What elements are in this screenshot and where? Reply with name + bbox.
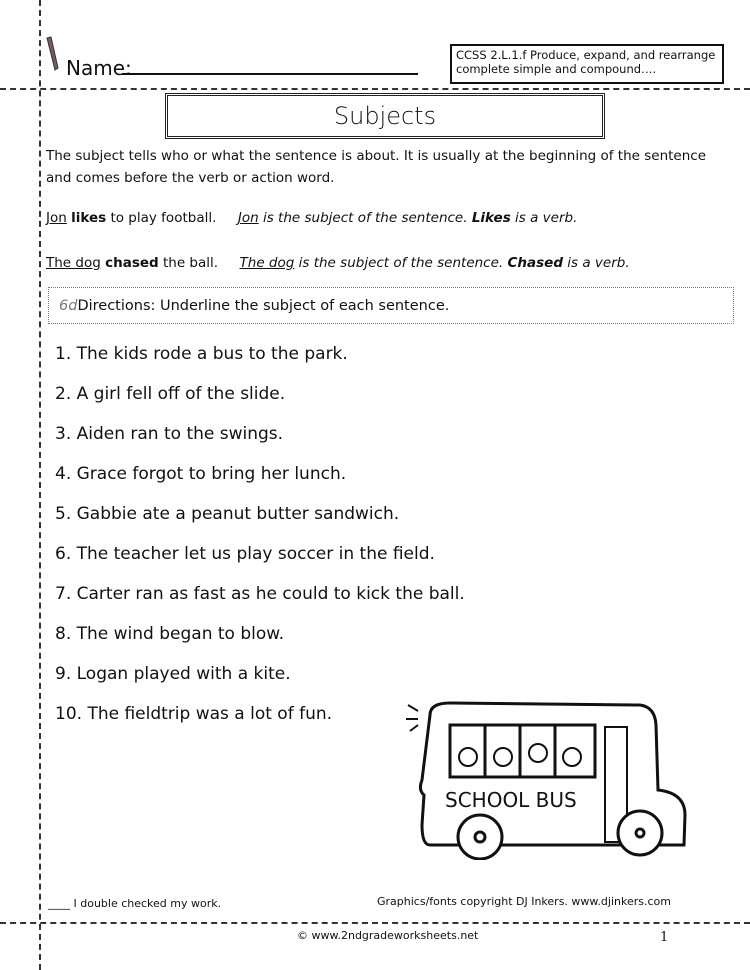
sentence-item: 8. The wind began to blow. [55, 624, 285, 644]
sentence-item: 7. Carter ran as fast as he could to kick the ball. [55, 584, 465, 604]
page-title: Subjects [165, 93, 605, 139]
school-bus-illustration [400, 695, 695, 860]
directions-box [48, 287, 734, 324]
sentence-item: 3. Aiden ran to the swings. [55, 424, 284, 444]
example-subject: The dog [46, 255, 101, 271]
name-field[interactable] [122, 73, 418, 75]
explanation-verb: Likes [471, 210, 511, 226]
sentence-item: 2. A girl fell off of the slide. [55, 384, 286, 404]
example-rest: the ball. [158, 255, 219, 271]
example-verb: chased [105, 255, 159, 271]
example-2 [46, 255, 630, 271]
double-check-line: ____ I double checked my work. [48, 897, 222, 910]
sentence-item: 4. Grace forgot to bring her lunch. [55, 464, 347, 484]
example-rest: to play football. [106, 210, 217, 226]
explanation-text: is the subject of the sentence. [258, 210, 472, 226]
example-verb: likes [71, 210, 107, 226]
explanation-subject: The dog [239, 255, 295, 271]
cut-line-top [0, 88, 750, 90]
bus-label: SCHOOL BUS [445, 788, 577, 812]
explanation-text: is the subject of the sentence. [294, 255, 508, 271]
cut-line-bottom [0, 922, 750, 924]
pencil-icon [44, 36, 60, 72]
credit-text: Graphics/fonts copyright DJ Inkers. www.djinkers.com [377, 895, 671, 908]
name-label: Name: [66, 56, 132, 80]
sentence-item: 1. The kids rode a bus to the park. [55, 344, 348, 364]
explanation-end: is a verb. [562, 255, 630, 271]
sentence-item: 9. Logan played with a kite. [55, 664, 291, 684]
explanation-subject: Jon [237, 210, 259, 226]
example-1 [46, 210, 577, 226]
glasses-icon: 6d [59, 298, 78, 314]
example-subject: Jon [46, 210, 67, 226]
page-number: 1 [660, 930, 669, 945]
intro-text: The subject tells who or what the sentence is about. It is usually at the beginning of the sentence and comes before the verb or action word. [46, 148, 707, 186]
website-text: © www.2ndgradeworksheets.net [297, 929, 479, 942]
explanation-end: is a verb. [510, 210, 578, 226]
explanation-verb: Chased [507, 255, 563, 271]
sentence-item: 10. The fieldtrip was a lot of fun. [55, 704, 333, 724]
cut-line-vertical [39, 0, 41, 970]
standard-box: CCSS 2.L.1.f Produce, expand, and rearrange complete simple and compound…. [450, 44, 724, 84]
sentence-item: 6. The teacher let us play soccer in the field. [55, 544, 435, 564]
sentence-item: 5. Gabbie ate a peanut butter sandwich. [55, 504, 400, 524]
directions-text: Directions: Underline the subject of each sentence. [77, 298, 450, 314]
